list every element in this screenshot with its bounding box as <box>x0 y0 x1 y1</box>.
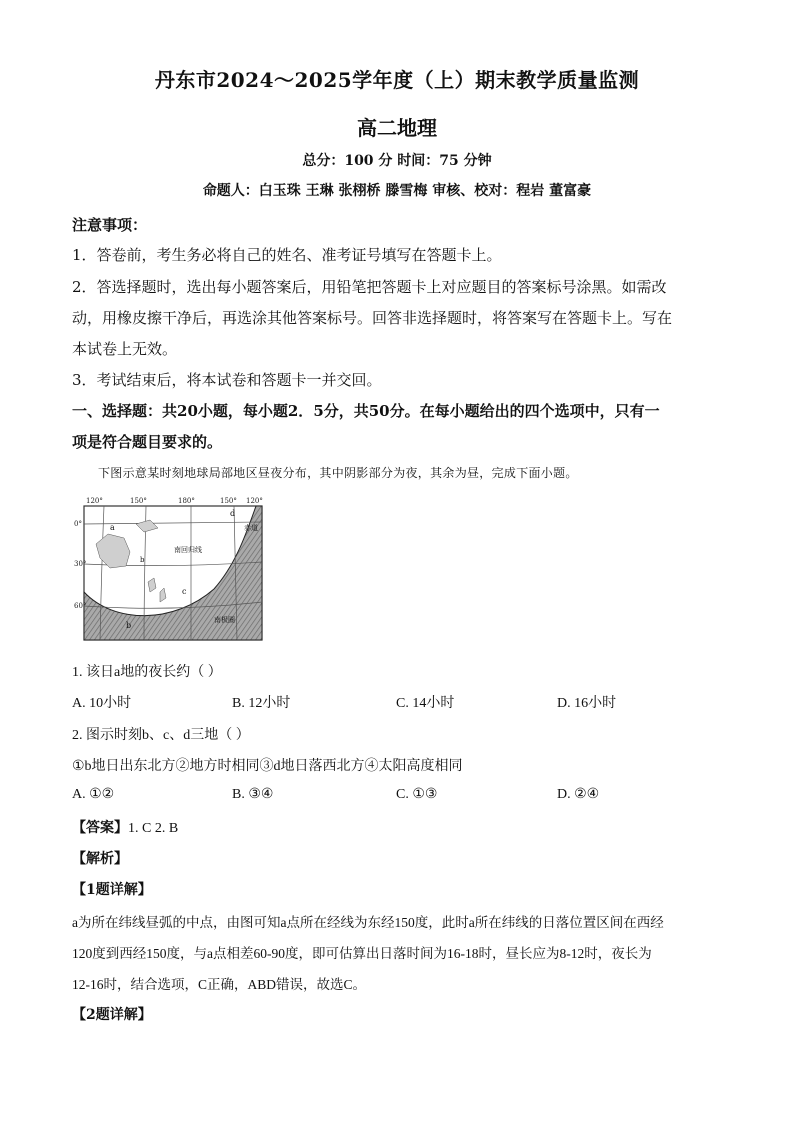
question-2-statements: ①b地日出东北方②地方时相同③d地日落西北方④太阳高度相同 <box>72 759 463 774</box>
question-1-detail-line-2: 120度到西经150度，与a点相差60-90度，即可估算出日落时间为16-18时，昼长应为8-12时，夜长为 <box>72 946 652 961</box>
question-2-option-c: C. ①③ <box>396 787 438 802</box>
question-1-option-a: A. 10小时 <box>72 696 132 711</box>
question-1-option-c: C. 14小时 <box>396 696 455 711</box>
section-1-line-1: 一、选择题：共20小题，每小题2．5分，共50分。在每小题给出的四个选项中，只有一 <box>72 402 660 420</box>
analysis-tag: 【解析】 <box>72 851 128 867</box>
figure-caption: 下图示意某时刻地球局部地区昼夜分布，其中阴影部分为夜，其余为昼，完成下面小题。 <box>98 466 578 480</box>
lon-label-1: 120° <box>86 497 103 505</box>
day-night-map <box>74 494 268 644</box>
lon-label-5: 120° <box>246 497 263 505</box>
answer-line <box>72 817 178 837</box>
point-b-map-label: b <box>140 556 145 564</box>
question-2-detail-tag: 【2题详解】 <box>72 1007 152 1023</box>
lon-label-4: 150° <box>220 497 237 505</box>
point-d-label: d <box>230 509 236 518</box>
lon-label-3: 180° <box>178 497 195 505</box>
notes-heading: 注意事项： <box>72 216 148 234</box>
note-item-2-line-1: 2．答选择题时，选出每小题答案后，用铅笔把答题卡上对应题目的答案标号涂黑。如需改 <box>72 278 667 296</box>
lon-label-2: 150° <box>130 497 147 505</box>
lat-label-2: 30° <box>74 560 87 568</box>
question-1-detail-tag: 【1题详解】 <box>72 882 152 898</box>
note-item-3: 3．考试结束后，将本试卷和答题卡一并交回。 <box>72 371 382 389</box>
answer-tag: 【答案】 <box>72 820 128 836</box>
answer-value: 1. C 2. B <box>128 821 179 836</box>
lat-label-1: 0° <box>74 520 82 528</box>
question-2-option-a: A. ①② <box>72 787 115 802</box>
question-1-detail-line-3: 12-16时，结合选项，C正确，ABD错误，故选C。 <box>72 977 367 992</box>
antarctic-circle-label: 南极圈 <box>214 616 235 624</box>
question-1-option-b: B. 12小时 <box>232 696 291 711</box>
note-item-1: 1．答卷前，考生务必将自己的姓名、准考证号填写在答题卡上。 <box>72 246 502 264</box>
subject-title: 高二地理 <box>357 116 437 140</box>
question-2-option-b: B. ③④ <box>232 787 274 802</box>
lat-label-3: 60° <box>74 602 87 610</box>
authors: 命题人：白玉珠 王琳 张栩桥 滕雪梅 审核、校对：程岩 董富豪 <box>202 183 592 199</box>
tropic-label: 南回归线 <box>174 546 202 554</box>
question-1-option-d: D. 16小时 <box>557 696 617 711</box>
note-item-2-line-3: 本试卷上无效。 <box>72 340 178 358</box>
equator-label: 赤道 <box>244 524 258 532</box>
question-2-option-d: D. ②④ <box>557 787 600 802</box>
question-2-stem: 2. 图示时刻b、c、d三地（ ） <box>72 728 250 743</box>
score-time: 总分：100 分 时间：75 分钟 <box>302 153 492 169</box>
question-1-stem: 1. 该日a地的夜长约（ ） <box>72 665 222 680</box>
section-1-line-2: 项是符合题目要求的。 <box>72 433 223 451</box>
point-b-label: b <box>126 621 132 630</box>
point-c-label: c <box>182 587 187 596</box>
question-1-detail-line-1: a为所在纬线昼弧的中点，由图可知a点所在经线为东经150度，此时a所在纬线的日落位置区间在西经 <box>72 915 664 930</box>
point-a-label: a <box>110 523 115 532</box>
exam-title: 丹东市2024～2025学年度（上）期末教学质量监测 <box>154 68 640 92</box>
note-item-2-line-2: 动，用橡皮擦干净后，再选涂其他答案标号。回答非选择题时，将答案写在答题卡上。写在 <box>72 309 673 327</box>
